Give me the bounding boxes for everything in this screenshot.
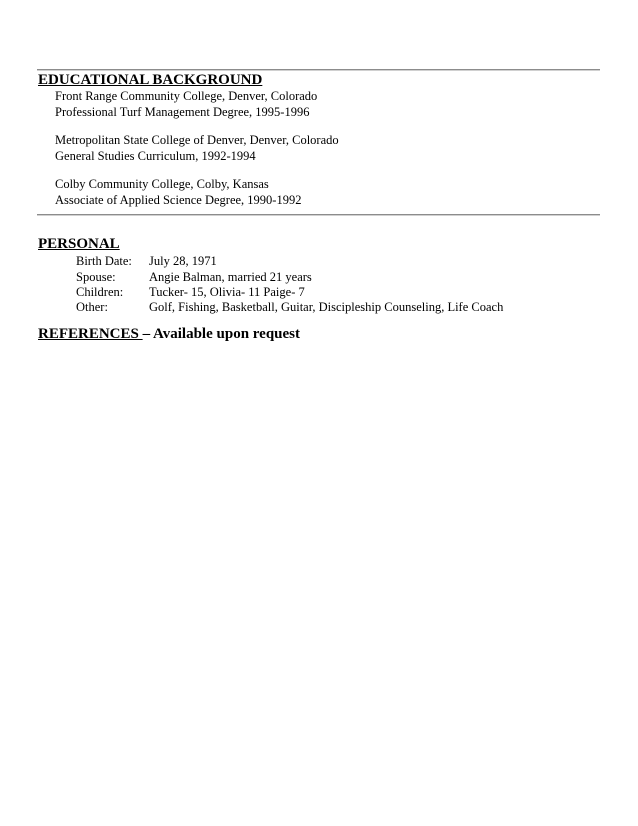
children-label: Children: <box>76 285 124 299</box>
children-value: Tucker- 15, Olivia- 11 Paige- 7 <box>149 285 305 299</box>
other-label: Other: <box>76 300 108 314</box>
education-heading-text: EDUCATIONAL BACKGROUND <box>38 72 263 88</box>
education-heading <box>38 72 262 89</box>
education-entry-2-degree: General Studies Curriculum, 1992-1994 <box>55 149 256 163</box>
education-entry-1-institution: Front Range Community College, Denver, Colorado <box>55 89 318 103</box>
education-entry-3-degree: Associate of Applied Science Degree, 1990-1992 <box>55 193 302 207</box>
top-divider <box>37 69 600 71</box>
education-entry-3-institution: Colby Community College, Colby, Kansas <box>55 177 269 191</box>
birth-date-value: July 28, 1971 <box>149 254 217 268</box>
references-heading <box>38 326 300 343</box>
other-value: Golf, Fishing, Basketball, Guitar, Discipleship Counseling, Life Coach <box>149 300 504 314</box>
references-heading-text: REFERENCES <box>38 326 143 342</box>
personal-heading <box>38 236 120 253</box>
references-note: – Available upon request <box>142 326 300 342</box>
birth-date-label: Birth Date: <box>76 254 132 268</box>
education-entry-2-institution: Metropolitan State College of Denver, Denver, Colorado <box>55 133 339 147</box>
spouse-label: Spouse: <box>76 270 116 284</box>
education-entry-1-degree: Professional Turf Management Degree, 1995-1996 <box>55 105 310 119</box>
middle-divider <box>37 214 600 216</box>
spouse-value: Angie Balman, married 21 years <box>149 270 312 284</box>
personal-heading-text: PERSONAL <box>38 236 120 252</box>
